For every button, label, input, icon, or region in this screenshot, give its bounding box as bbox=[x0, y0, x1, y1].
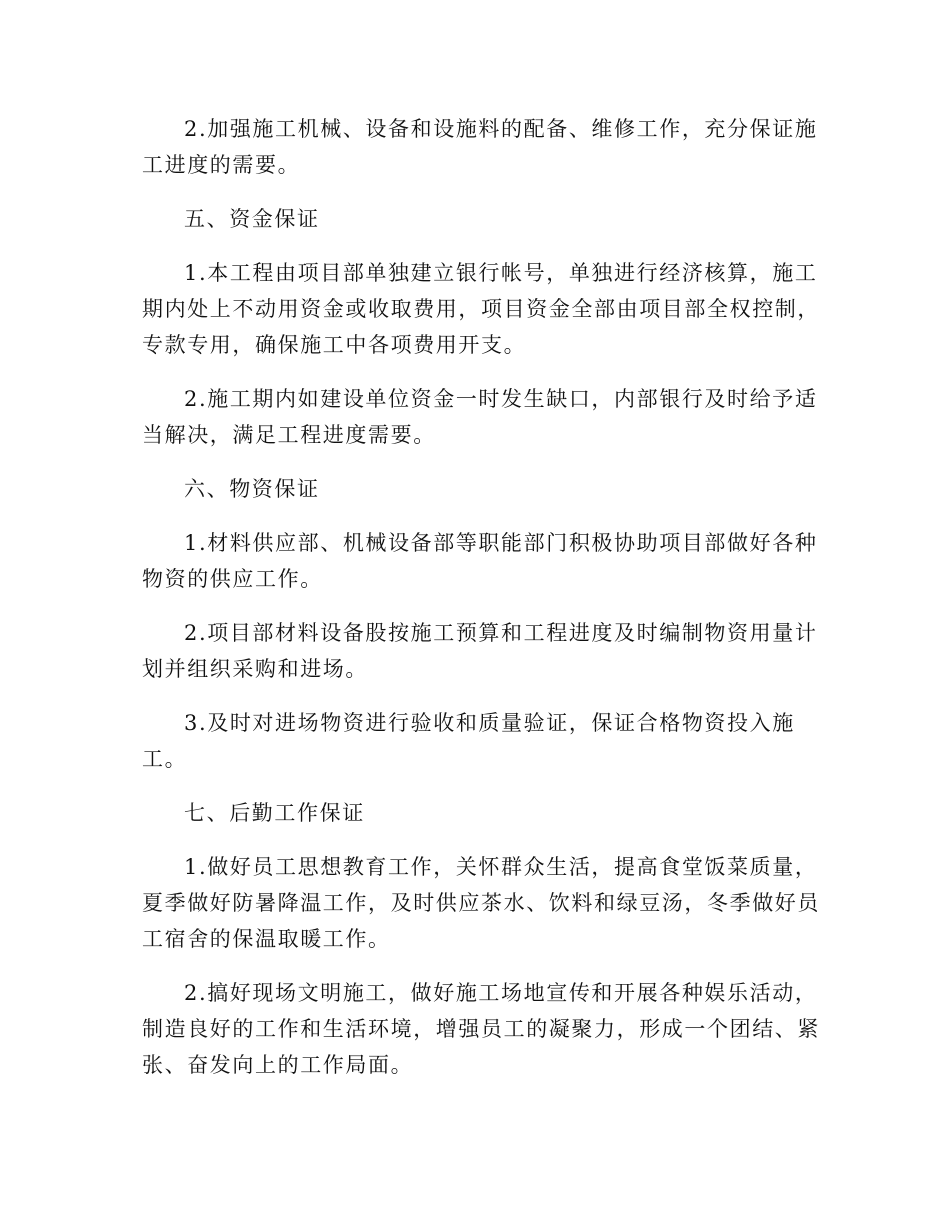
paragraph-line: 工。 bbox=[142, 747, 188, 771]
paragraph-spacing bbox=[142, 957, 802, 975]
document-body bbox=[142, 111, 820, 1083]
paragraph bbox=[142, 525, 818, 597]
paragraph bbox=[142, 849, 820, 957]
paragraph-line: 制造良好的工作和生活环境，增强员工的凝聚力，形成一个团结、紧 bbox=[142, 1017, 820, 1041]
paragraph-line: 2.项目部材料设备股按施工预算和工程进度及时编制物资用量计 bbox=[184, 621, 818, 645]
paragraph-line: 2.加强施工机械、设备和设施料的配备、维修工作，充分保证施 bbox=[184, 117, 818, 141]
heading-text: 六、物资保证 bbox=[184, 477, 320, 501]
paragraph-line: 1.材料供应部、机械设备部等职能部门积极协助项目部做好各种 bbox=[184, 531, 818, 555]
paragraph-spacing bbox=[142, 453, 802, 471]
paragraph-spacing bbox=[142, 831, 802, 849]
paragraph-line: 物资的供应工作。 bbox=[142, 567, 323, 591]
paragraph-line: 2.搞好现场文明施工，做好施工场地宣传和开展各种娱乐活动， bbox=[184, 981, 818, 1005]
paragraph-line: 当解决，满足工程进度需要。 bbox=[142, 423, 436, 447]
paragraph-line: 2.施工期内如建设单位资金一时发生缺口，内部银行及时给予适 bbox=[184, 387, 818, 411]
paragraph-line: 夏季做好防暑降温工作，及时供应茶水、饮料和绿豆汤，冬季做好员 bbox=[142, 891, 820, 915]
paragraph bbox=[142, 111, 818, 183]
paragraph-spacing bbox=[142, 597, 802, 615]
paragraph-spacing bbox=[142, 687, 802, 705]
paragraph-line: 张、奋发向上的工作局面。 bbox=[142, 1053, 414, 1077]
paragraph bbox=[142, 381, 818, 453]
paragraph bbox=[142, 975, 820, 1083]
paragraph-spacing bbox=[142, 237, 802, 255]
paragraph-line: 专款专用，确保施工中各项费用开支。 bbox=[142, 333, 527, 357]
heading-text: 五、资金保证 bbox=[184, 207, 320, 231]
paragraph bbox=[142, 705, 802, 777]
paragraph-line: 1.本工程由项目部单独建立银行帐号，单独进行经济核算，施工 bbox=[184, 261, 818, 285]
heading-text: 七、后勤工作保证 bbox=[184, 801, 365, 825]
paragraph-spacing bbox=[142, 777, 802, 795]
paragraph bbox=[142, 615, 818, 687]
paragraph-line: 工进度的需要。 bbox=[142, 153, 301, 177]
paragraph-line: 1.做好员工思想教育工作，关怀群众生活，提高食堂饭菜质量， bbox=[184, 855, 818, 879]
paragraph-line: 3.及时对进场物资进行验收和质量验证，保证合格物资投入施 bbox=[184, 711, 795, 735]
section-heading bbox=[142, 471, 802, 507]
paragraph-spacing bbox=[142, 363, 802, 381]
paragraph-line: 期内处上不动用资金或收取费用，项目资金全部由项目部全权控制， bbox=[142, 297, 820, 321]
paragraph-line: 划并组织采购和进场。 bbox=[142, 657, 368, 681]
paragraph bbox=[142, 255, 820, 363]
paragraph-spacing bbox=[142, 507, 802, 525]
section-heading bbox=[142, 795, 802, 831]
paragraph-line: 工宿舍的保温取暖工作。 bbox=[142, 927, 391, 951]
section-heading bbox=[142, 201, 802, 237]
paragraph-spacing bbox=[142, 183, 802, 201]
